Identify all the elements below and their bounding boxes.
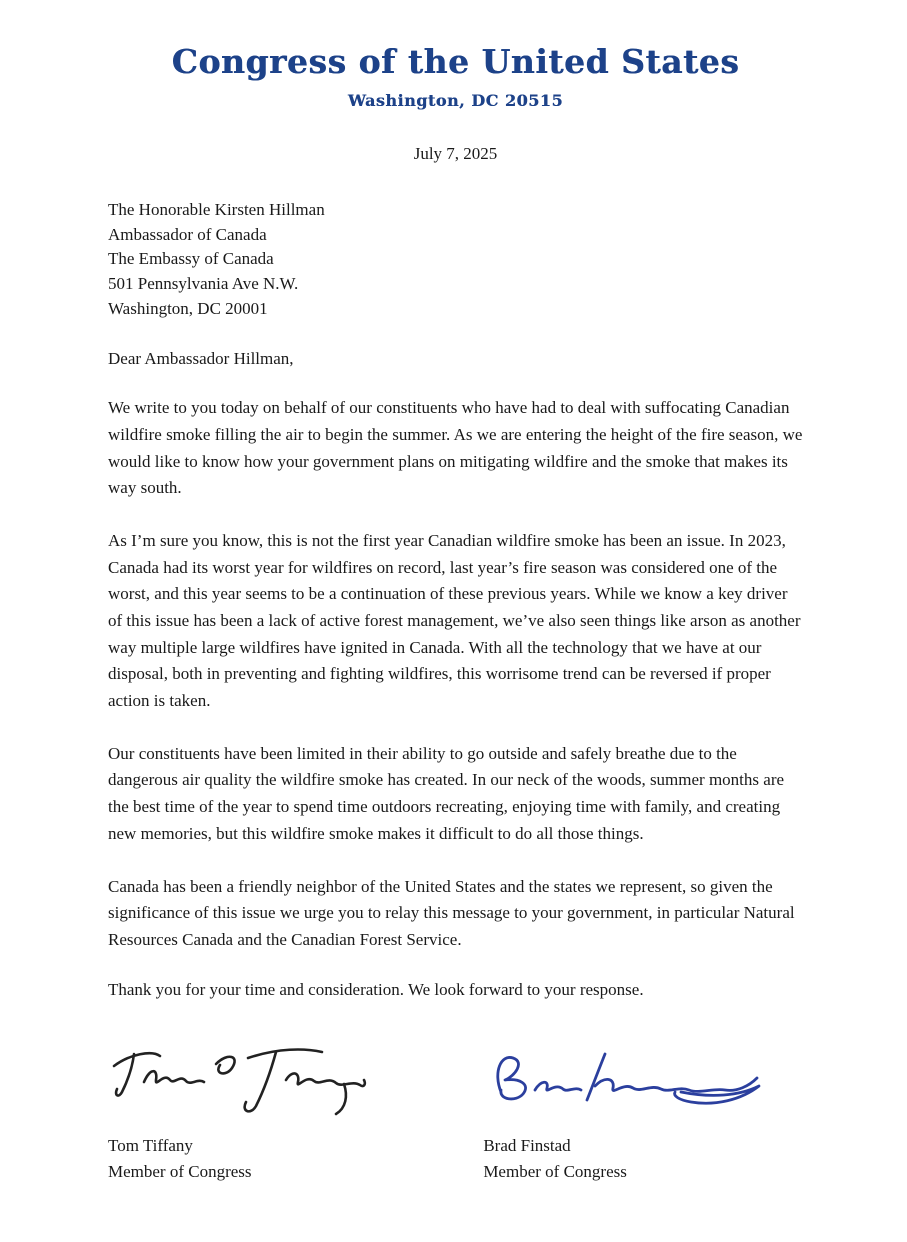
closing-line: Thank you for your time and consideration. We look forward to your response. [108,979,644,999]
recipient-line: 501 Pennsylvania Ave N.W. [108,273,299,293]
recipient-address-block [108,198,803,321]
signer-title-tiffany: Member of Congress [108,1161,252,1181]
signer-name-tiffany: Tom Tiffany [108,1135,193,1155]
signer-name-finstad: Brad Finstad [483,1135,571,1155]
body-paragraph-1: We write to you today on behalf of our constituents who have had to deal with suffocating Canadian wildfire smoke filling the air to begin the summer. As we are entering the height of the fire season, we would like to know how your government plans on mitigating wildfire and the smoke that makes its way south. [108,398,803,498]
signer-title-finstad: Member of Congress [483,1161,627,1181]
letter-date: July 7, 2025 [413,144,498,163]
recipient-line: The Honorable Kirsten Hillman [108,200,325,219]
finstad-signature-icon [483,1044,773,1122]
signature-block-tiffany [108,1036,428,1182]
body-paragraph-3: Our constituents have been limited in their ability to go outside and safely breathe due to the dangerous air quality the wildfire smoke has created. In our neck of the woods, summer months are the best time of the year to spend time outdoors recreating, enjoying time with family, and creating new memories, but this wildfire smoke makes it difficult to do all those things. [108,743,785,843]
signature-block-finstad [483,1036,803,1182]
recipient-line: Washington, DC 20001 [108,298,268,318]
salutation: Dear Ambassador Hillman, [108,349,294,369]
letterhead-title: Congress of the United States [171,42,740,81]
signature-row [108,1036,803,1182]
tiffany-signature-image [108,1036,428,1122]
recipient-line: Ambassador of Canada [108,224,267,244]
body-paragraph-4: Canada has been a friendly neighbor of the United States and the states we represent, so given the significance of this issue we urge you to relay this message to your government, in particular Natural Resources Canada and the Canadian Forest Service. [108,876,795,949]
body-paragraph-2: As I’m sure you know, this is not the first year Canadian wildfire smoke has been an issue. In 2023, Canada had its worst year for wildfires on record, last year’s fire season was considered one of the worst, and this year seems to be a continuation of these previous years. While we know a key driver of this issue has been a lack of active forest management, we’ve also seen things like arson as another way multiple large wildfires have ignited in Canada. With all the technology that we have at our disposal, both in preventing and fighting wildfires, this worrisome trend can be reversed if proper action is taken. [108,530,801,711]
tiffany-signature-icon [108,1040,368,1122]
finstad-signature-image [483,1036,803,1122]
recipient-line: The Embassy of Canada [108,249,274,269]
letterhead-subtitle: Washington, DC 20515 [347,91,564,110]
letterhead [108,42,803,110]
